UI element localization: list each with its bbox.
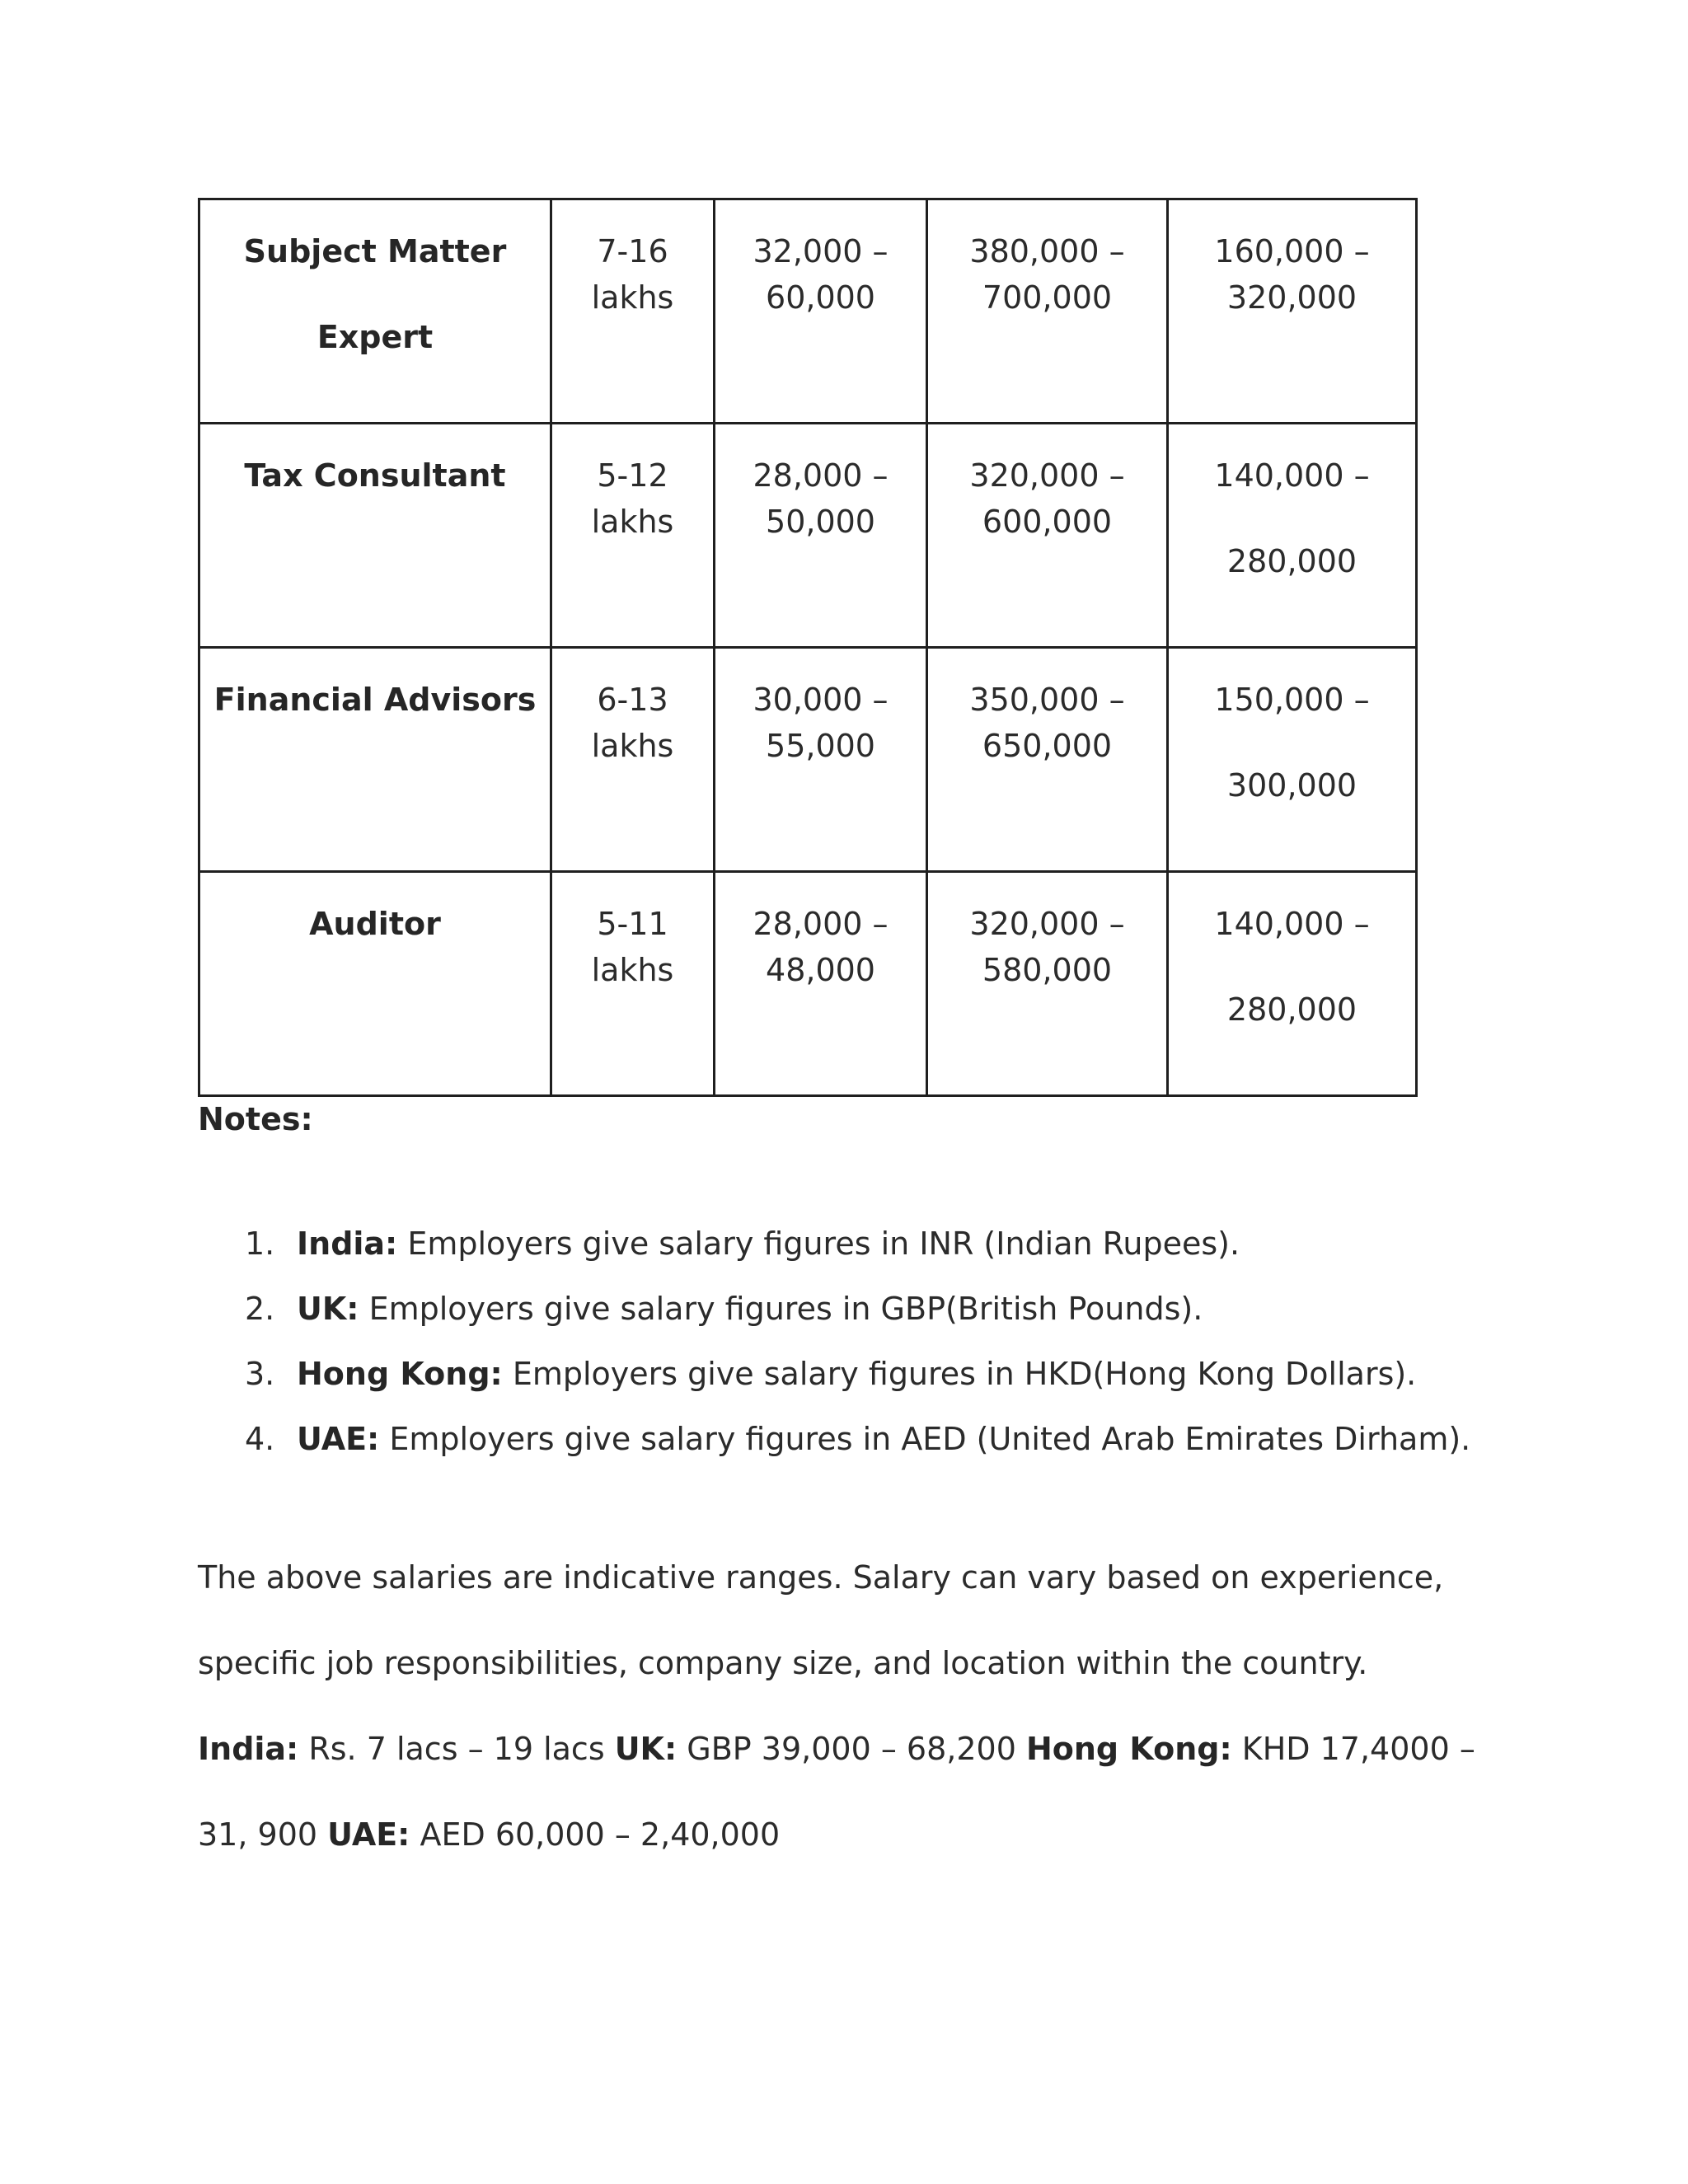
uae-range-label: UAE: — [327, 1816, 410, 1853]
notes-list — [198, 1212, 1582, 1472]
note-label: India: — [297, 1226, 398, 1262]
hk-cell — [927, 424, 1168, 648]
uae-line1: 160,000 – — [1214, 233, 1370, 269]
hk-cell — [927, 199, 1168, 424]
uk-line2: 60,000 — [766, 279, 875, 316]
uk-cell — [715, 199, 927, 424]
note-text: Employers give salary figures in GBP(British Pounds). — [359, 1291, 1203, 1327]
uae-line2: 280,000 — [1226, 991, 1357, 1028]
hk-line2: 700,000 — [982, 279, 1113, 316]
india-cell — [551, 199, 715, 424]
note-label: UAE: — [297, 1421, 380, 1457]
uk-line2: 50,000 — [766, 504, 875, 540]
hk-cell — [927, 648, 1168, 872]
overall-ranges-paragraph — [198, 1706, 1500, 1877]
list-number: 3. — [245, 1356, 275, 1392]
list-item — [245, 1212, 1582, 1277]
table-row — [199, 424, 1417, 648]
notes-heading: Notes: — [198, 1101, 313, 1137]
note-text: Employers give salary figures in INR (Indian Rupees). — [397, 1226, 1240, 1262]
note-label: Hong Kong: — [297, 1356, 503, 1392]
role-line1: Auditor — [309, 906, 441, 942]
india-range-label: India: — [198, 1731, 299, 1767]
uae-line1: 140,000 – — [1214, 906, 1370, 942]
summary-paragraph: The above salaries are indicative ranges. Salary can vary based on experience, specific job responsibilities, company size, and location within the country. — [198, 1559, 1444, 1681]
salary-table — [198, 198, 1418, 1097]
note-label: UK: — [297, 1291, 359, 1327]
uk-cell — [715, 424, 927, 648]
india-cell — [551, 424, 715, 648]
note-text: Employers give salary figures in AED (United Arab Emirates Dirham). — [379, 1421, 1471, 1457]
uae-cell — [1168, 648, 1417, 872]
list-number: 4. — [245, 1421, 275, 1457]
uk-line1: 28,000 – — [753, 906, 889, 942]
uk-line1: 32,000 – — [753, 233, 889, 269]
role-cell — [199, 872, 551, 1096]
list-item — [245, 1277, 1582, 1342]
uk-line1: 30,000 – — [753, 682, 889, 718]
hk-line2: 580,000 — [982, 952, 1113, 988]
uk-cell — [715, 872, 927, 1096]
role-cell — [199, 199, 551, 424]
uk-line1: 28,000 – — [753, 457, 889, 494]
role-line1: Subject Matter — [243, 233, 507, 269]
hk-cell — [927, 872, 1168, 1096]
table-row — [199, 648, 1417, 872]
india-line1: 6-13 — [597, 682, 668, 718]
uk-range-value: GBP 39,000 – 68,200 — [677, 1731, 1026, 1767]
india-line1: 5-12 — [597, 457, 668, 494]
uae-cell — [1168, 424, 1417, 648]
india-line1: 7-16 — [597, 233, 668, 269]
list-number: 2. — [245, 1291, 275, 1327]
uae-line2: 300,000 — [1226, 767, 1357, 804]
hk-line2: 650,000 — [982, 728, 1113, 764]
table-row — [199, 199, 1417, 424]
india-cell — [551, 648, 715, 872]
hk-line2: 600,000 — [982, 504, 1113, 540]
hk-line1: 320,000 – — [969, 457, 1125, 494]
uae-cell — [1168, 872, 1417, 1096]
hk-range-label: Hong Kong: — [1025, 1731, 1232, 1767]
india-line2: lakhs — [591, 952, 674, 988]
uae-line2: 280,000 — [1226, 543, 1357, 579]
role-line1: Tax Consultant — [244, 457, 506, 494]
hk-line1: 350,000 – — [969, 682, 1125, 718]
list-item — [245, 1407, 1582, 1472]
uk-range-label: UK: — [614, 1731, 678, 1767]
uk-cell — [715, 648, 927, 872]
uae-line1: 150,000 – — [1214, 682, 1370, 718]
role-line2: Expert — [316, 319, 434, 355]
india-line1: 5-11 — [597, 906, 668, 942]
hk-range-value: KHD 17,4000 – 31, 900 — [198, 1731, 1475, 1853]
list-item — [245, 1342, 1582, 1407]
uae-range-value: AED 60,000 – 2,40,000 — [410, 1816, 781, 1853]
list-number: 1. — [245, 1226, 275, 1262]
hk-line1: 320,000 – — [969, 906, 1125, 942]
uk-line2: 48,000 — [766, 952, 875, 988]
uae-line2: 320,000 — [1226, 279, 1357, 316]
india-line2: lakhs — [591, 279, 674, 316]
india-line2: lakhs — [591, 504, 674, 540]
india-range-value: Rs. 7 lacs – 19 lacs — [298, 1731, 615, 1767]
role-line1: Financial Advisors — [213, 682, 537, 718]
uae-cell — [1168, 199, 1417, 424]
india-line2: lakhs — [591, 728, 674, 764]
india-cell — [551, 872, 715, 1096]
role-cell — [199, 424, 551, 648]
note-text: Employers give salary figures in HKD(Hong Kong Dollars). — [502, 1356, 1417, 1392]
table-row — [199, 872, 1417, 1096]
uae-line1: 140,000 – — [1214, 457, 1370, 494]
uk-line2: 55,000 — [766, 728, 875, 764]
hk-line1: 380,000 – — [969, 233, 1125, 269]
role-cell — [199, 648, 551, 872]
